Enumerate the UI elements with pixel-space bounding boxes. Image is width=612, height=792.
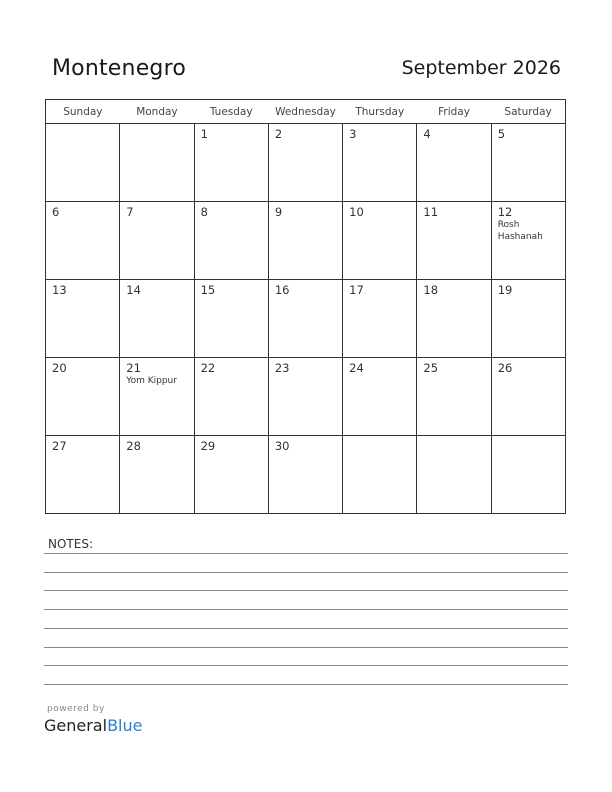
holiday-label: Rosh — [497, 220, 520, 230]
day-number: 6 — [52, 205, 60, 219]
day-number: 29 — [200, 439, 216, 453]
day-cell[interactable] — [491, 280, 565, 358]
day-cell[interactable] — [120, 202, 194, 280]
day-number: 22 — [200, 361, 216, 375]
week-row — [46, 436, 566, 514]
day-cell[interactable] — [120, 436, 194, 514]
notes-line — [44, 553, 568, 554]
day-cell[interactable] — [120, 124, 194, 202]
notes-line — [44, 684, 568, 685]
day-cell[interactable] — [343, 358, 417, 436]
notes-label: NOTES: — [48, 537, 93, 551]
weekday-header: Monday — [120, 100, 194, 124]
holiday-label: Hashanah — [497, 232, 543, 242]
brand-part-blue: Blue — [107, 716, 143, 735]
day-cell[interactable] — [194, 280, 268, 358]
weekday-header: Sunday — [46, 100, 120, 124]
country-title: Montenegro — [52, 56, 187, 81]
day-number: 1 — [200, 127, 208, 141]
day-cell[interactable] — [491, 358, 565, 436]
day-number: 15 — [200, 283, 216, 297]
day-number: 2 — [274, 127, 283, 141]
day-cell[interactable] — [46, 280, 120, 358]
day-cell[interactable] — [194, 358, 268, 436]
notes-line — [44, 628, 568, 629]
day-cell[interactable] — [46, 358, 120, 436]
day-cell[interactable] — [120, 280, 194, 358]
notes-line — [44, 609, 568, 610]
week-row — [46, 280, 566, 358]
day-number: 11 — [423, 205, 439, 219]
day-cell[interactable] — [491, 436, 565, 514]
day-cell[interactable] — [268, 202, 342, 280]
day-number: 25 — [423, 361, 439, 375]
day-number: 21 — [126, 361, 141, 375]
day-cell[interactable] — [417, 358, 491, 436]
day-cell[interactable] — [46, 436, 120, 514]
day-cell[interactable] — [120, 358, 194, 436]
month-year-title: September 2026 — [401, 57, 561, 79]
day-number: 30 — [274, 439, 290, 453]
day-number: 13 — [52, 283, 67, 297]
notes-line — [44, 647, 568, 648]
generalblue-logo[interactable] — [44, 716, 142, 735]
day-number: 17 — [349, 283, 364, 297]
day-number: 26 — [497, 361, 513, 375]
day-number: 18 — [423, 283, 439, 297]
weekday-header: Tuesday — [194, 100, 268, 124]
day-number: 16 — [274, 283, 290, 297]
day-number: 14 — [126, 283, 141, 297]
day-cell[interactable] — [343, 280, 417, 358]
day-cell[interactable] — [417, 202, 491, 280]
day-cell[interactable] — [417, 280, 491, 358]
day-number: 28 — [126, 439, 141, 453]
day-number: 7 — [126, 205, 134, 219]
week-row — [46, 124, 566, 202]
day-number: 5 — [497, 127, 506, 141]
day-number: 12 — [497, 205, 513, 219]
day-number: 19 — [497, 283, 513, 297]
notes-line — [44, 572, 568, 573]
week-row — [46, 202, 566, 280]
day-number: 4 — [423, 127, 431, 141]
calendar-grid — [45, 99, 566, 514]
weekday-header: Saturday — [491, 100, 565, 124]
weekday-header: Friday — [417, 100, 491, 124]
day-cell[interactable] — [268, 436, 342, 514]
holiday-label: Yom Kippur — [126, 376, 177, 386]
day-cell[interactable] — [268, 358, 342, 436]
day-cell[interactable] — [194, 436, 268, 514]
day-cell[interactable] — [491, 124, 565, 202]
day-cell[interactable] — [491, 202, 565, 280]
day-cell[interactable] — [46, 124, 120, 202]
day-number: 23 — [274, 361, 290, 375]
day-number: 10 — [349, 205, 364, 219]
day-cell[interactable] — [194, 202, 268, 280]
day-number: 24 — [349, 361, 364, 375]
week-row — [46, 358, 566, 436]
day-cell[interactable] — [417, 436, 491, 514]
brand-part-general: General — [44, 716, 108, 735]
day-cell[interactable] — [343, 202, 417, 280]
weekday-header: Thursday — [343, 100, 417, 124]
day-cell[interactable] — [268, 280, 342, 358]
notes-line — [44, 590, 568, 591]
day-cell[interactable] — [417, 124, 491, 202]
day-number: 3 — [349, 127, 357, 141]
powered-by-text: powered by — [47, 704, 105, 714]
day-cell[interactable] — [343, 124, 417, 202]
day-cell[interactable] — [46, 202, 120, 280]
day-number: 27 — [52, 439, 67, 453]
weekday-header-row — [46, 100, 566, 124]
notes-line — [44, 665, 568, 666]
day-cell[interactable] — [268, 124, 342, 202]
day-number: 20 — [52, 361, 67, 375]
day-number: 9 — [274, 205, 283, 219]
day-number: 8 — [200, 205, 208, 219]
day-cell[interactable] — [194, 124, 268, 202]
day-cell[interactable] — [343, 436, 417, 514]
weekday-header: Wednesday — [268, 100, 342, 124]
